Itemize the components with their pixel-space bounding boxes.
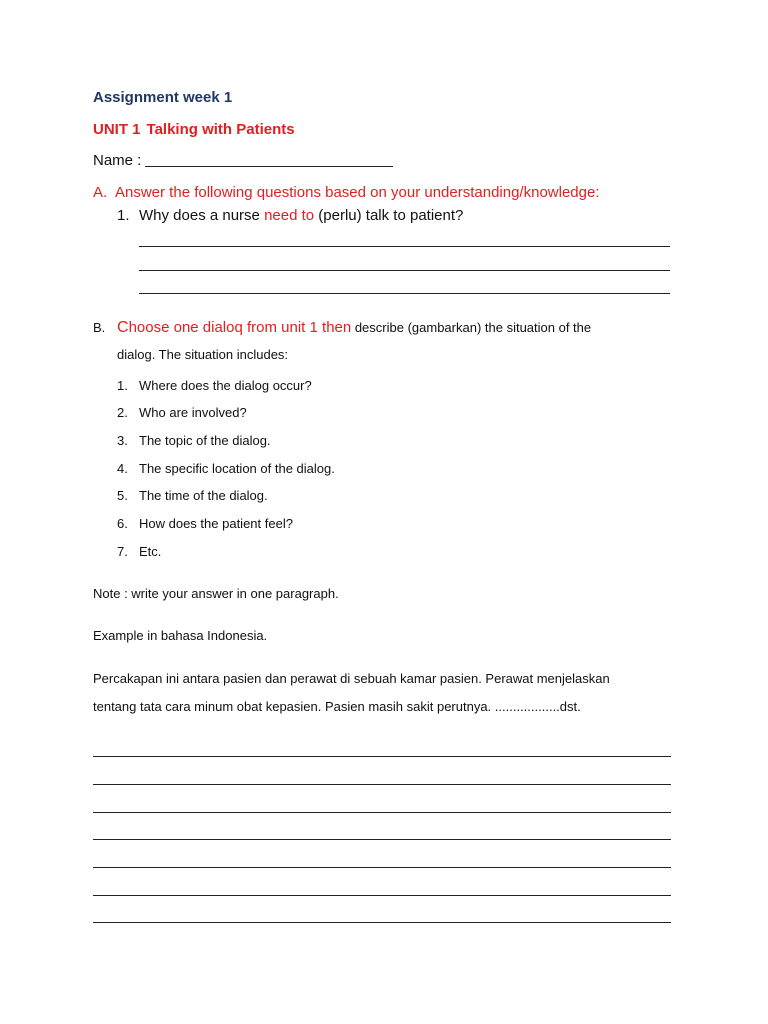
section-a-heading: [93, 184, 599, 201]
list-item-text: Who are involved?: [139, 405, 247, 420]
section-b-lead-first-letter: C: [117, 319, 129, 336]
list-item: [117, 544, 161, 559]
section-b-instruction-line2: dialog. The situation includes:: [117, 347, 289, 362]
list-item: [117, 488, 268, 503]
list-item-text: The specific location of the dialog.: [139, 461, 335, 476]
section-a-text: Answer the following questions based on your understanding/knowledge:: [115, 184, 600, 201]
answer-line[interactable]: [93, 922, 671, 923]
list-item: [117, 516, 293, 531]
section-b-lead: [117, 319, 351, 336]
answer-line[interactable]: [139, 270, 670, 271]
answer-line[interactable]: [139, 246, 670, 247]
answer-line[interactable]: [93, 867, 671, 868]
list-item-number: 4.: [117, 461, 128, 476]
list-item-number: 3.: [117, 433, 128, 448]
example-paragraph-line1: Percakapan ini antara pasien dan perawat di sebuah kamar pasien. Perawat menjelaskan: [93, 671, 610, 686]
list-item-text: The topic of the dialog.: [139, 433, 271, 448]
answer-line[interactable]: [93, 784, 671, 785]
question-text-after: (perlu) talk to patient?: [314, 207, 464, 224]
list-item-number: 2.: [117, 405, 128, 420]
unit-heading: [93, 121, 295, 138]
list-item-number: 1.: [117, 378, 128, 393]
answer-line[interactable]: [93, 839, 671, 840]
assignment-title: Assignment week 1: [93, 89, 233, 106]
unit-number: UNIT 1: [93, 121, 141, 138]
list-item: [117, 405, 247, 420]
section-a-marker: A.: [93, 184, 108, 201]
name-blank-line[interactable]: [145, 152, 393, 167]
section-b-instruction: describe (gambarkan) the situation of the: [351, 320, 592, 335]
list-item-text: The time of the dialog.: [139, 488, 268, 503]
section-b-lead-rest: hoose one dialoq from unit 1 then: [128, 319, 352, 336]
name-field-row: [93, 152, 393, 169]
section-b-heading: [93, 319, 591, 337]
name-label: Name :: [93, 152, 142, 169]
answer-line[interactable]: [93, 756, 671, 757]
question-text-before: Why does a nurse: [139, 207, 265, 224]
list-item: [117, 433, 271, 448]
list-item: [117, 378, 312, 393]
note-text: Note : write your answer in one paragraph.: [93, 586, 339, 601]
answer-line[interactable]: [139, 293, 670, 294]
question-number: 1.: [117, 207, 130, 224]
list-item: [117, 461, 335, 476]
question-highlight: need to: [264, 207, 315, 224]
question-1: [117, 207, 463, 224]
answer-line[interactable]: [93, 895, 671, 896]
list-item-number: 7.: [117, 544, 128, 559]
unit-title: Talking with Patients: [146, 121, 295, 138]
answer-line[interactable]: [93, 812, 671, 813]
example-label: Example in bahasa Indonesia.: [93, 628, 268, 643]
list-item-number: 5.: [117, 488, 128, 503]
section-b-marker: B.: [93, 320, 106, 335]
list-item-text: Where does the dialog occur?: [139, 378, 312, 393]
example-paragraph-line2: tentang tata cara minum obat kepasien. Pasien masih sakit perutnya. ..................dst.: [93, 699, 581, 714]
list-item-number: 6.: [117, 516, 128, 531]
list-item-text: How does the patient feel?: [139, 516, 293, 531]
list-item-text: Etc.: [139, 544, 162, 559]
